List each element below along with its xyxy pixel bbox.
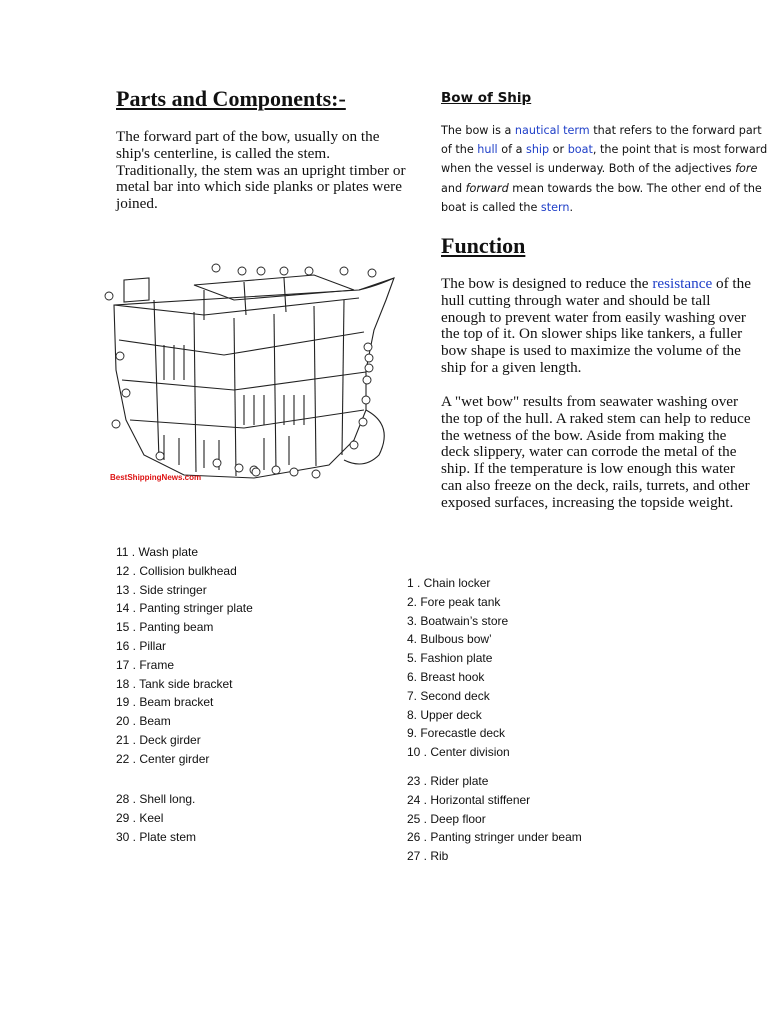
text-run: , the point that is most forward when the vessel is underway. Both of the adjectives [441, 143, 768, 176]
list-item: 12 . Collision bulkhead [116, 563, 237, 578]
list-item: 21 . Deck girder [116, 732, 201, 747]
text-run: of a [497, 143, 526, 157]
text-run: . [569, 200, 574, 214]
list-item: 24 . Horizontal stiffener [407, 792, 531, 807]
parts-list-right-a [407, 574, 510, 762]
list-item: 29 . Keel [116, 810, 164, 825]
list-item: 10 . Center division [407, 745, 510, 760]
list-item: 17 . Frame [116, 657, 175, 672]
list-item: 15 . Panting beam [116, 620, 214, 635]
link-ship[interactable]: ship [525, 143, 550, 157]
link-nautical-term[interactable]: nautical term [514, 124, 590, 137]
list-item: 27 . Rib [407, 849, 449, 864]
list-item: 30 . Plate stem [116, 829, 197, 844]
intro-paragraph: The forward part of the bow, usually on the ship's centerline, is called the stem. Traditionally, the stem was an upright timber or metal bar into which side planks or plates were joined. [116, 128, 406, 213]
page-heading: Parts and Components:- [116, 86, 346, 111]
list-item: 3. Boatwain’s store [407, 613, 509, 628]
list-item: 5. Fashion plate [407, 651, 493, 666]
link-resistance[interactable]: resistance [652, 275, 713, 292]
link-stern[interactable]: stern [540, 200, 570, 214]
bow-of-ship-paragraph [441, 121, 768, 217]
list-item: 20 . Beam [116, 714, 171, 729]
parts-list-right-b [407, 772, 582, 866]
text-run: that refers to the forward part of the [441, 124, 762, 157]
text-run: or [549, 143, 568, 157]
list-item: 8. Upper deck [407, 707, 482, 722]
function-paragraph-2: A "wet bow" results from seawater washing over the top of the hull. A raked stem can help to reduce the wetness of the bow. Aside from making the deck slippery, water can corrode the metal of the ship. If the temperature is low enough this water can also freeze on the deck, rails, turrets, and other exposed surfaces, increasing the topside weight. [441, 393, 751, 511]
list-item: 1 . Chain locker [407, 576, 491, 590]
list-item: 23 . Rider plate [407, 774, 489, 788]
list-item: 16 . Pillar [116, 638, 167, 653]
function-paragraph-1 [441, 276, 751, 377]
link-boat[interactable]: boat [567, 143, 593, 157]
list-item: 19 . Beam bracket [116, 695, 214, 710]
link-hull[interactable]: hull [477, 143, 498, 157]
ship-bow-diagram [104, 260, 404, 490]
diagram-watermark: BestShippingNews.com [110, 473, 202, 482]
list-item: 13 . Side stringer [116, 582, 207, 597]
text-run: of the hull cutting through water and should be tall enough to prevent water from easily washing over the top of it. On slower ships like tankers, a fuller bow shape is used to maximize the volume of the ship for a given length. [441, 275, 751, 376]
list-item: 11 . Wash plate [116, 545, 199, 559]
list-item: 18 . Tank side bracket [116, 676, 233, 691]
list-item: 6. Breast hook [407, 669, 485, 684]
list-item: 26 . Panting stringer under beam [407, 830, 582, 845]
function-heading: Function [441, 233, 526, 258]
bow-of-ship-heading: Bow of Ship [441, 90, 532, 106]
list-item: 4. Bulbous bow’ [407, 632, 492, 647]
list-item: 14 . Panting stringer plate [116, 601, 253, 616]
emphasis-fore: fore [735, 162, 758, 176]
emphasis-forward: forward [465, 181, 509, 195]
text-run: mean towards the bow. The other end of the boat is called the [441, 181, 762, 214]
parts-list-left-b [116, 790, 196, 846]
ship-bow-drawing [104, 260, 404, 490]
text-run: and [441, 181, 466, 195]
list-item: 25 . Deep floor [407, 811, 486, 826]
list-item: 9. Forecastle deck [407, 726, 506, 741]
text-run: The bow is designed to reduce the [441, 275, 653, 292]
list-item: 22 . Center girder [116, 751, 210, 766]
parts-list-left-a [116, 543, 253, 769]
list-item: 7. Second deck [407, 688, 490, 703]
text-run: The bow is a [441, 124, 515, 137]
list-item: 2. Fore peak tank [407, 594, 501, 609]
list-item: 28 . Shell long. [116, 792, 196, 806]
